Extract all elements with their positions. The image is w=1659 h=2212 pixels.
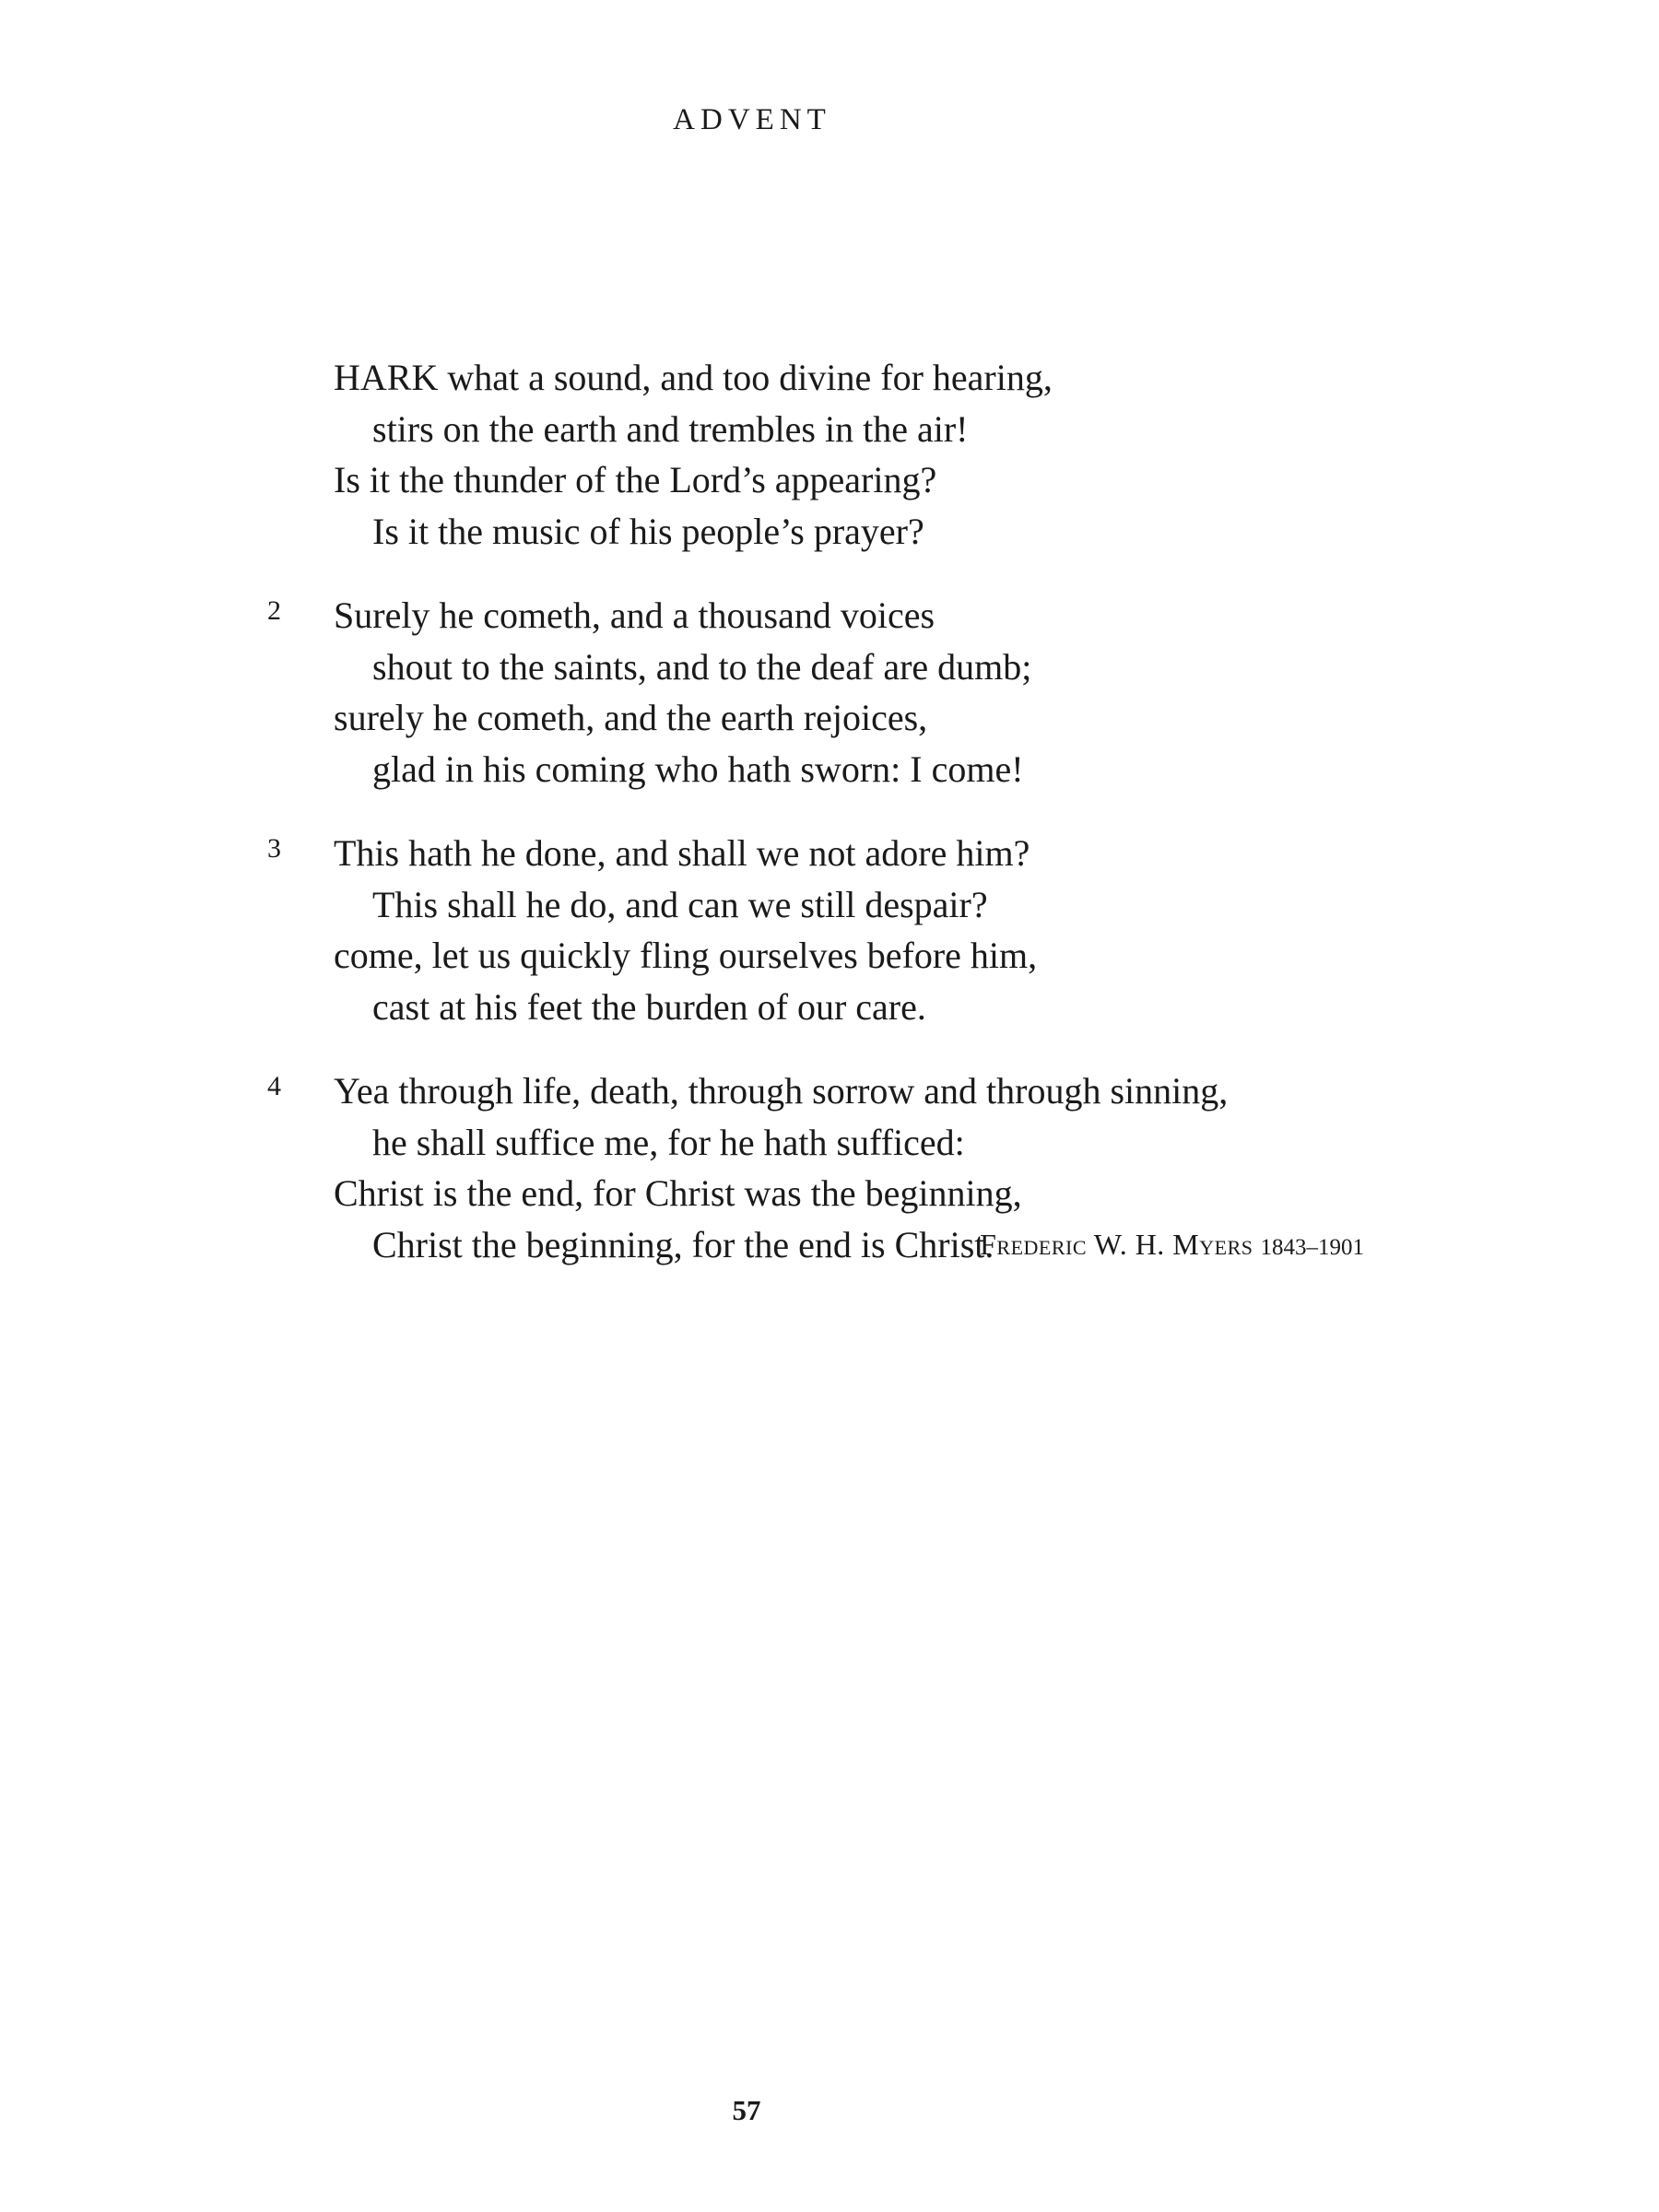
verse-number: 4: [267, 1071, 281, 1101]
verse-line: Surely he cometh, and a thousand voices: [334, 594, 935, 636]
verse-line: surely he cometh, and the earth rejoices,: [334, 697, 928, 738]
verse-1: [0, 352, 1659, 557]
author-dates: 1843–1901: [1260, 1235, 1364, 1260]
verse-line: Christ is the end, for Christ was the beginning,: [334, 1172, 1022, 1214]
running-head: ADVENT: [673, 103, 831, 136]
author-name: Frederic W. H. Myers: [980, 1228, 1253, 1261]
verse-line: shout to the saints, and to the deaf are dumb;: [372, 645, 1032, 688]
page-number: 57: [732, 2094, 761, 2126]
verse-line: stirs on the earth and trembles in the air!: [372, 407, 969, 450]
verse-line: cast at his feet the burden of our care.: [372, 985, 926, 1028]
verse-number: 2: [267, 595, 281, 626]
verse-line: Is it the thunder of the Lord’s appearing?: [334, 459, 937, 500]
verse-number: 3: [267, 833, 281, 864]
hymn-text: [0, 352, 1659, 1303]
verse-line: glad in his coming who hath sworn: I come!: [372, 747, 1024, 790]
verse-line: This hath he done, and shall we not adore him?: [334, 832, 1030, 874]
verse-4: [0, 1065, 1659, 1270]
verse-line: HARK what a sound, and too divine for hearing,: [334, 357, 1053, 398]
verse-line: Yea through life, death, through sorrow and through sinning,: [334, 1070, 1229, 1112]
verse-line: This shall he do, and can we still despair?: [372, 883, 988, 925]
verse-line: he shall suffice me, for he hath sufficed:: [372, 1121, 965, 1163]
verse-line: come, let us quickly fling ourselves before him,: [334, 935, 1038, 976]
author-attribution: [980, 1228, 1364, 1262]
verse-line: Christ the beginning, for the end is Christ.: [372, 1223, 994, 1265]
verse-3: [0, 828, 1659, 1032]
verse-2: [0, 590, 1659, 794]
verse-line: Is it the music of his people’s prayer?: [372, 510, 924, 552]
